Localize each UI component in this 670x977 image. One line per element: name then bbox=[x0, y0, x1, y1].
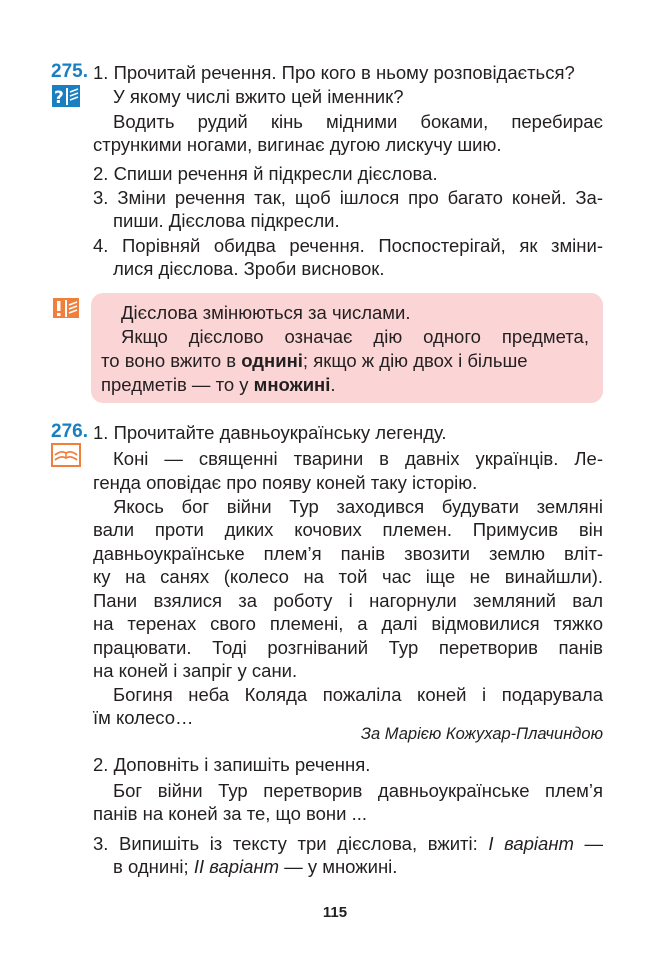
question-book-icon bbox=[51, 84, 81, 108]
ex275-task2: 2. Спиши речення й підкресли дієслова. bbox=[93, 163, 438, 184]
ex275-task1-line2: У якому числі вжито цей іменник? bbox=[113, 86, 404, 107]
exercise-number-275: 275. bbox=[51, 61, 88, 82]
exercise-number-276: 276. bbox=[51, 421, 88, 442]
reading-book-icon bbox=[51, 443, 81, 467]
source-attribution: За Марією Кожухар-Плачиндою bbox=[360, 725, 603, 743]
legend-line: на коней і запріг у сани. bbox=[93, 660, 298, 681]
rule-line3: то воно вжито в однині; якщо ж дію двох і більше bbox=[101, 350, 528, 371]
ex275-task3-line1: 3. Зміни речення так, щоб ішлося про багато коней. За- bbox=[93, 187, 603, 208]
ex276-task3-line1: 3. Випишіть із тексту три дієслова, вжиті: I варіант — bbox=[93, 833, 603, 854]
ex275-task4-line1: 4. Порівняй обидва речення. Поспостерігай, як зміни- bbox=[93, 235, 603, 256]
ex275-sentence-line2: стрункими ногами, вигинає дугою лискучу шию. bbox=[93, 134, 502, 155]
legend-line: на теренах свого племені, а далі відмовилися тяжко bbox=[93, 613, 603, 634]
legend-line: давньоукраїнське плем’я панів звозити землю вліт- bbox=[93, 543, 603, 564]
rule-line2: Якщо дієслово означає дію одного предмета, bbox=[121, 326, 589, 347]
variant-1: I варіант bbox=[488, 833, 574, 854]
ex276-complete-line2: панів на коней за те, що вони ... bbox=[93, 803, 368, 824]
rule-exclamation-icon bbox=[52, 297, 80, 319]
legend-line: вали проти диких кочових племен. Примусив він bbox=[93, 519, 603, 540]
ex275-task1-line1: 1. Прочитай речення. Про кого в ньому розповідається? bbox=[93, 62, 575, 83]
legend-line: їм колесо… bbox=[93, 707, 194, 728]
legend-line: Богиня неба Коляда пожаліла коней і подарувала bbox=[113, 684, 603, 705]
legend-line: ку на санях (колесо на той час іще не винайшли). bbox=[93, 566, 603, 587]
ex276-task1: 1. Прочитайте давньоукраїнську легенду. bbox=[93, 422, 447, 443]
rule-line4: предметів — то у множині. bbox=[101, 374, 336, 395]
variant-2: II варіант bbox=[193, 856, 280, 877]
ex276-task2: 2. Доповніть і запишіть речення. bbox=[93, 754, 371, 775]
svg-text:?: ? bbox=[54, 88, 64, 108]
ex275-sentence-line1: Водить рудий кінь мідними боками, перебирає bbox=[113, 111, 603, 132]
ex276-complete-line1: Бог війни Тур перетворив давньоукраїнське плем’я bbox=[113, 780, 603, 801]
term-plural: множині bbox=[253, 374, 331, 395]
legend-line: Пани взялися за роботу і нагорнули земляний вал bbox=[93, 590, 603, 611]
ex276-task3-line2: в однині; II варіант — у множині. bbox=[113, 856, 398, 877]
term-singular: однині bbox=[241, 350, 303, 371]
ex275-task4-line2: лися дієслова. Зроби висновок. bbox=[113, 258, 385, 279]
legend-line: Коні — священні тварини в давніх українців. Ле- bbox=[113, 448, 603, 469]
legend-line: Якось бог війни Тур заходився будувати земляні bbox=[113, 496, 603, 517]
legend-line: генда оповідає про появу коней таку історію. bbox=[93, 472, 478, 493]
legend-line: працювати. Тоді розгніваний Тур перетворив панів bbox=[93, 637, 603, 658]
rule-box bbox=[91, 293, 603, 403]
ex275-task3-line2: пиши. Дієслова підкресли. bbox=[113, 210, 340, 231]
rule-line1: Дієслова змінюються за числами. bbox=[121, 302, 411, 323]
page-number: 115 bbox=[322, 904, 348, 921]
